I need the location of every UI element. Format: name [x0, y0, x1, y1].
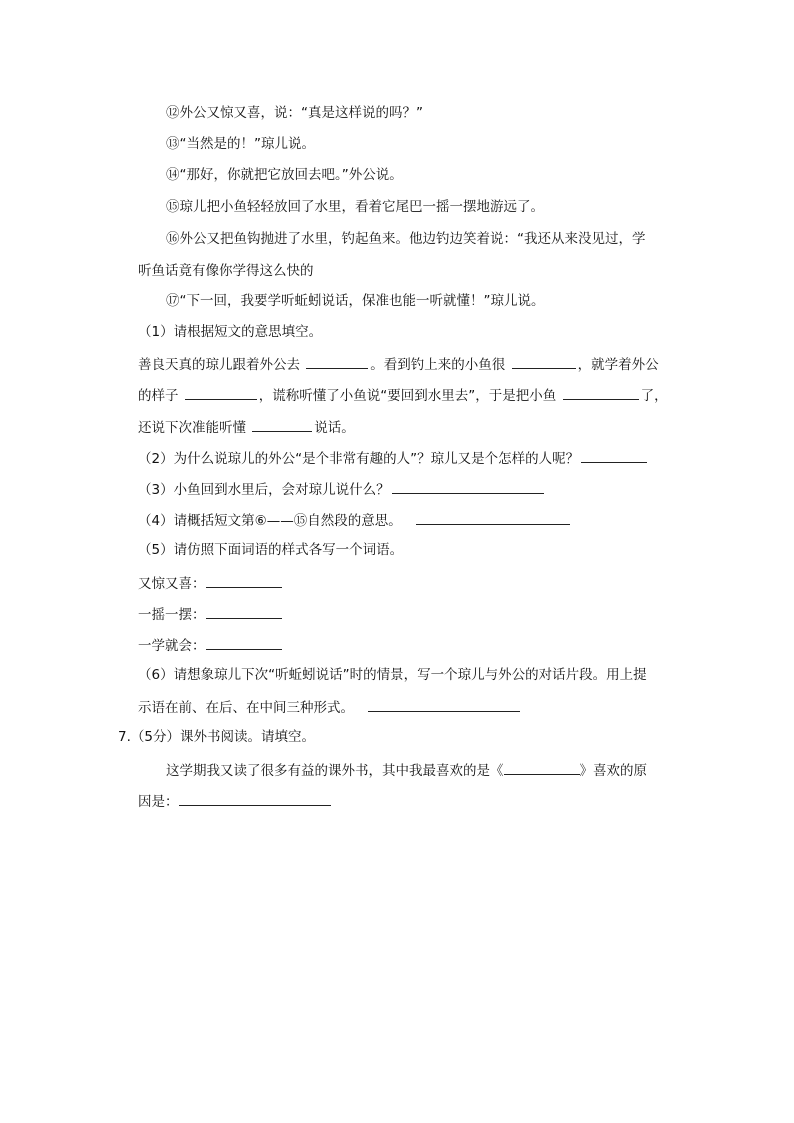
answer-blank[interactable] [368, 697, 520, 712]
answer-blank[interactable] [206, 635, 282, 650]
answer-blank[interactable] [504, 760, 580, 775]
answer-blank[interactable] [179, 791, 331, 806]
answer-blank[interactable] [185, 385, 257, 400]
question-5-item: 一摇一摆： [138, 604, 282, 624]
question-1-label: （1）请根据短文的意思填空。 [138, 324, 323, 340]
answer-blank[interactable] [392, 479, 544, 494]
paragraph-17: ⑰“下一回，我要学听蚯蚓说话，保准也能一听就懂！”琼儿说。 [166, 293, 545, 309]
answer-blank[interactable] [563, 385, 639, 400]
question-1-line-1: 善良天真的琼儿跟着外公去 。看到钓上来的小鱼很 ，就学着外公 [138, 354, 659, 374]
question-7-line-2: 因是： [138, 791, 331, 811]
answer-blank[interactable] [306, 354, 368, 369]
question-5-item: 一学就会： [138, 635, 282, 655]
question-6-line-2: 示语在前、在后、在中间三种形式。 [138, 697, 520, 717]
answer-blank[interactable] [581, 448, 647, 463]
paragraph-12: ⑫外公又惊又喜，说：“真是这样说的吗？” [166, 105, 423, 121]
answer-blank[interactable] [206, 604, 282, 619]
paragraph-13: ⑬“当然是的！”琼儿说。 [166, 136, 315, 152]
paragraph-16: ⑯外公又把鱼钩抛进了水里，钓起鱼来。他边钓边笑着说：“我还从来没见过，学 [166, 231, 646, 247]
question-1-line-2: 的样子 ，谎称听懂了小鱼说“要回到水里去”，于是把小鱼 了， [138, 385, 668, 405]
question-1-line-3: 还说下次准能听懂 说话。 [138, 417, 355, 437]
answer-blank[interactable] [512, 354, 576, 369]
answer-blank[interactable] [252, 417, 312, 432]
answer-blank[interactable] [416, 510, 570, 525]
question-3: （3）小鱼回到水里后，会对琼儿说什么？ [138, 479, 544, 499]
question-5-item: 又惊又喜： [138, 573, 282, 593]
paragraph-14: ⑭“那好，你就把它放回去吧。”外公说。 [166, 167, 403, 183]
paragraph-16-continued: 听鱼话竟有像你学得这么快的 [138, 263, 314, 279]
question-7-title: 7.（5分）课外书阅读。请填空。 [118, 729, 315, 745]
paragraph-15: ⑮琼儿把小鱼轻轻放回了水里，看着它尾巴一摇一摆地游远了。 [166, 199, 544, 215]
question-7-line-1: 这学期我又读了很多有益的课外书，其中我最喜欢的是《 》喜欢的原 [166, 760, 647, 780]
question-5-label: （5）请仿照下面词语的样式各写一个词语。 [138, 542, 404, 558]
question-6-line-1: （6）请想象琼儿下次“听蚯蚓说话”时的情景，写一个琼儿与外公的对话片段。用上提 [138, 667, 647, 683]
question-4: （4）请概括短文第⑥——⑮自然段的意思。 [138, 510, 570, 530]
question-2: （2）为什么说琼儿的外公“是个非常有趣的人”？琼儿又是个怎样的人呢？ [138, 448, 647, 468]
answer-blank[interactable] [206, 573, 282, 588]
